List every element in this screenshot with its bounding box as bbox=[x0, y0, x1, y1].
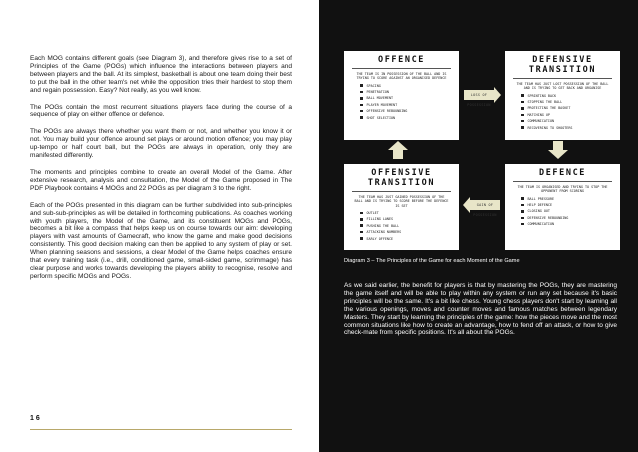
arrow-down-icon bbox=[553, 141, 563, 150]
principle-item: FILLING LANES bbox=[360, 216, 459, 222]
principle-item: SPACING bbox=[360, 83, 459, 89]
defence-box bbox=[505, 164, 620, 250]
principle-item: SHOT SELECTION bbox=[360, 115, 459, 121]
principle-item: PENETRATION bbox=[360, 89, 459, 95]
paragraph: The moments and principles combine to create an overall Model of the Game. After extensive research, analysis and consultation, the Model of the Game proposed in The PDF Playbook contains 4 MOGs and 22 POGs as per diagram 3 to the right. bbox=[30, 168, 292, 192]
principles-list bbox=[360, 83, 459, 121]
paragraph: As we said earlier, the benefit for players is that by mastering the POGs, they are mastering the game itself and will be able to play within any system or run any set because it's basic principles will be the same. It's a bit like chess. Young chess players don't start by learning all the various openings, moves and counter moves and famous matches between legendary Masters. They start by learning the principles of the game: how the pieces move and the most common situations like how to create an advantage, how to fend off an attack, or how to give check-mate from specific positions. It's all about the POGs. bbox=[344, 282, 617, 337]
principle-item: BALL PRESSURE bbox=[521, 196, 620, 202]
principle-item: PLAYER MOVEMENT bbox=[360, 102, 459, 108]
box-title: DEFENSIVE TRANSITION bbox=[528, 55, 597, 75]
box-title: DEFENCE bbox=[538, 168, 587, 178]
offensive-transition-box bbox=[344, 164, 459, 250]
title-divider bbox=[352, 68, 451, 69]
principle-item: COMMUNICATION bbox=[521, 221, 620, 227]
principle-item: OUTLET bbox=[360, 210, 459, 216]
defensive-transition-box bbox=[505, 51, 620, 140]
principles-list bbox=[521, 196, 620, 228]
principle-item: PROTECTING THE BASKET bbox=[521, 105, 620, 111]
body-text bbox=[30, 55, 292, 290]
principle-item: MATCHING UP bbox=[521, 112, 620, 118]
box-subtitle: THE TEAM HAS JUST LOST POSSESSION OF THE BALL AND IS TRYING TO GET BACK AND ORGANISE bbox=[516, 82, 609, 91]
principle-item: HELP DEFENCE bbox=[521, 202, 620, 208]
principle-item: EARLY OFFENCE bbox=[360, 236, 459, 242]
page-number: 16 bbox=[30, 415, 42, 422]
paragraph: The POGs contain the most recurrent situations players face during the course of a sequence of play on either offence or defence. bbox=[30, 103, 292, 119]
principle-item: PUSHING THE BALL bbox=[360, 223, 459, 229]
principle-item: SPRINTING BACK bbox=[521, 93, 620, 99]
box-title: OFFENSIVE TRANSITION bbox=[367, 168, 436, 188]
footer-rule bbox=[30, 429, 292, 430]
paragraph: The POGs are always there whether you want them or not, and whether you know it or not. You may build your offence around set plays or around motion offence; you may play up-tempo or half court ball, but the POGs are always in operation, only they are manifested differently. bbox=[30, 128, 292, 160]
principle-item: COMMUNICATION bbox=[521, 118, 620, 124]
principles-list bbox=[360, 210, 459, 242]
principle-item: STOPPING THE BALL bbox=[521, 99, 620, 105]
loss-of-possession-arrow: LOSS OF POSSESSION bbox=[464, 90, 494, 100]
principle-item: CLOSING OUT bbox=[521, 208, 620, 214]
arrow-up-icon bbox=[393, 150, 403, 159]
box-subtitle: THE TEAM IS ORGANISED AND TRYING TO STOP THE OPPONENT FROM SCORING bbox=[517, 185, 608, 194]
principle-item: DEFENSIVE REBOUNDING bbox=[521, 215, 620, 221]
principle-item: ATTACKING NUMBERS bbox=[360, 229, 459, 235]
right-body-text bbox=[344, 282, 617, 337]
principle-item: OFFENSIVE REBOUNDING bbox=[360, 108, 459, 114]
gain-of-possession-arrow: GAIN OF POSSESSION bbox=[470, 200, 500, 210]
title-divider bbox=[513, 78, 612, 79]
offence-box bbox=[344, 51, 459, 140]
principle-item: RECOVERING TO SHOOTERS bbox=[521, 125, 620, 131]
box-subtitle: THE TEAM HAS JUST GAINED POSSESSION OF THE BALL AND IS TRYING TO SCORE BEFORE THE DEFENCE IS SET bbox=[354, 195, 449, 208]
title-divider bbox=[513, 181, 612, 182]
paragraph: Each of the POGs presented in this diagram can be further subdivided into sub-principles and sub-sub-principles as will be detailed in forthcoming publications. As coaches working with youth players, the Model of the Game, and its constituent MOGs and POGs, becomes a bit like a compass that helps keep us on course towards our aim: developing players with vast amounts of Gamecraft, who know the game and make good decisions consistently. This good decision making can then be applied to any system of play or set. When planning seasons and sessions, a clear Model of the Game helps coaches ensure that every training task (i.e., drill, conditioned game, small-sided game, scrimmage) has clear purpose and works towards developing the players ability to recognise, resolve and perform specific MOGs and POGs. bbox=[30, 201, 292, 280]
box-title: OFFENCE bbox=[377, 55, 426, 65]
paragraph: Each MOG contains different goals (see Diagram 3), and therefore gives rise to a set of Principles of the Game (POGs) which influence the interactions between players and between players and the ball. At its simplest, basketball is about one team doing their best to put the ball in the other team's net while the opposition tries their hardest to stop them and regain possession. Easy? Not really, as you well know. bbox=[30, 55, 292, 94]
principles-list bbox=[521, 93, 620, 131]
diagram-caption: Diagram 3 – The Principles of the Game for each Moment of the Game bbox=[344, 258, 520, 264]
box-subtitle: THE TEAM IS IN POSSESSION OF THE BALL AND IS TRYING TO SCORE AGAINST AN ORGANISED DEFENCE bbox=[356, 72, 447, 81]
title-divider bbox=[352, 191, 451, 192]
principle-item: BALL MOVEMENT bbox=[360, 95, 459, 101]
